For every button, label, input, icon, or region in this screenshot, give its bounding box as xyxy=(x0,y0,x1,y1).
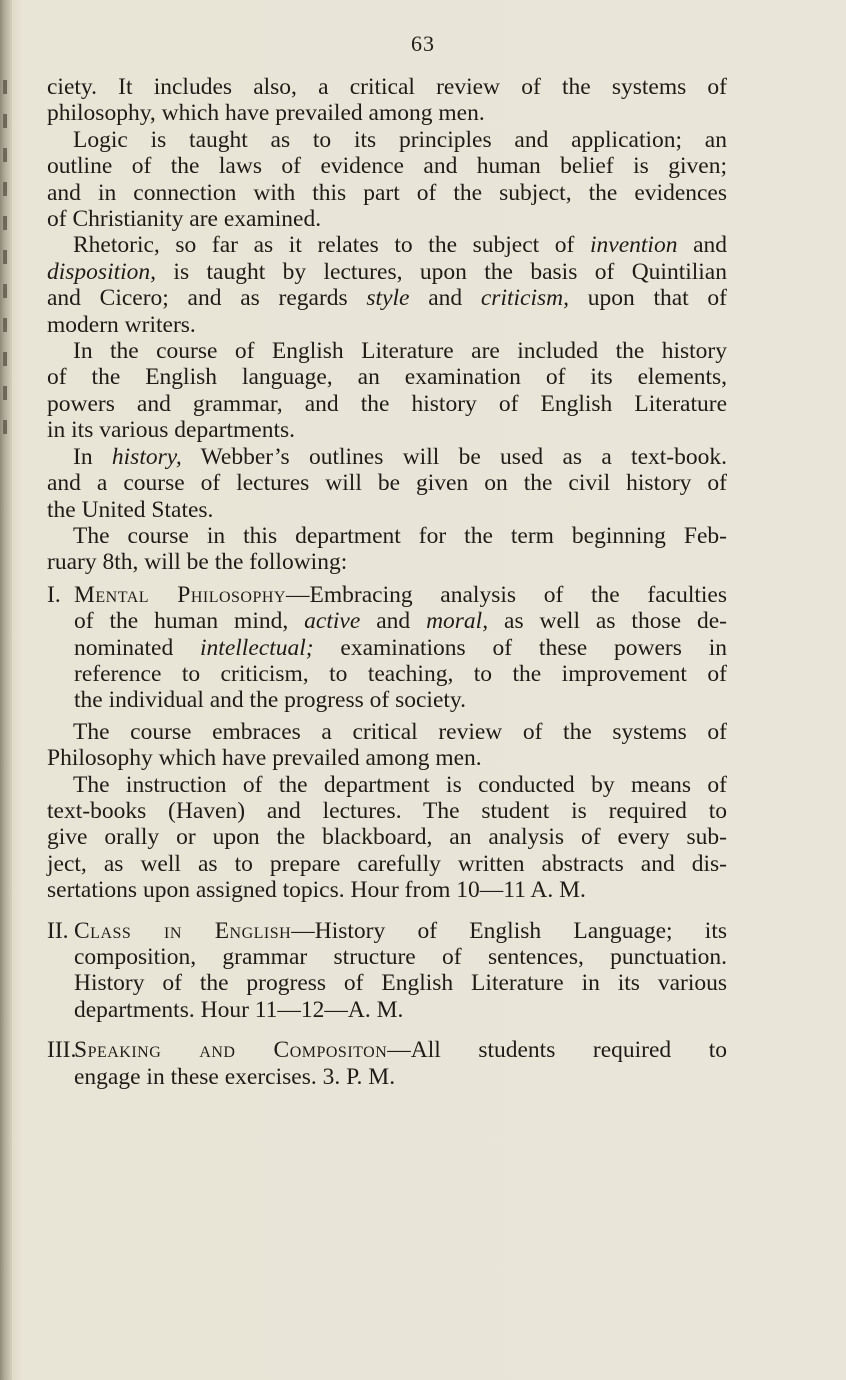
list-number: II. xyxy=(47,917,69,944)
italic-term: active xyxy=(304,608,361,635)
text-line: In the course of English Literature are included the history xyxy=(73,338,727,365)
text-line xyxy=(47,285,727,311)
text-line: outline of the laws of evidence and human belief is given; xyxy=(47,153,727,180)
text-line: Logic is taught as to its principles and application; an xyxy=(73,126,727,153)
italic-term: style xyxy=(366,285,410,312)
italic-term: criticism, xyxy=(480,285,569,312)
section-heading: Speaking and Compositon xyxy=(74,1037,388,1064)
paragraph-history xyxy=(47,444,727,523)
text-line: and a course of lectures will be given on the civil history of xyxy=(47,470,727,497)
italic-term: disposition, xyxy=(47,258,157,285)
text-segment: and xyxy=(409,285,481,312)
paragraph-english-literature xyxy=(47,338,727,444)
page-number: 63 xyxy=(411,31,435,56)
text-segment: and Cicero; and as regards xyxy=(47,285,367,312)
text-line: and in connection with this part of the subject, the evidences xyxy=(47,179,727,206)
text-line: in its various departments. xyxy=(47,417,296,444)
text-segment: as well as those de- xyxy=(488,608,727,635)
list-number: III. xyxy=(47,1037,77,1064)
text-segment: and xyxy=(677,232,727,259)
section-heading: Mental Philosophy xyxy=(74,581,286,608)
italic-term: intellectual; xyxy=(200,634,314,661)
text-line: powers and grammar, and the history of English Literature xyxy=(47,390,727,417)
book-binding-edge xyxy=(0,0,12,1380)
text-segment: In xyxy=(73,443,112,470)
text-line: text-books (Haven) and lectures. The student is required to xyxy=(47,797,727,824)
paragraph-instruction xyxy=(47,772,727,904)
text-line xyxy=(74,918,727,944)
text-line: The course in this department for the term beginning Feb- xyxy=(73,522,727,549)
text-segment: upon that of xyxy=(569,285,727,312)
text-line: of the English language, an examination of its elements, xyxy=(47,364,727,391)
text-line: reference to criticism, to teaching, to the improvement of xyxy=(74,660,727,687)
text-line xyxy=(47,444,727,470)
text-line: Philosophy which have prevailed among men. xyxy=(47,745,482,772)
italic-term: history, xyxy=(111,443,182,470)
binding-stitch-marks xyxy=(3,80,9,454)
text-segment: Webber’s outlines will be used as a text-book. xyxy=(181,443,728,470)
paragraph-course-intro xyxy=(47,523,727,576)
text-line: History of the progress of English Literature in its various xyxy=(74,970,727,997)
text-line: engage in these exercises. 3. P. M. xyxy=(74,1063,396,1090)
page-body xyxy=(47,74,727,1090)
paragraph-course-embraces xyxy=(47,719,727,772)
italic-term: invention xyxy=(590,232,678,259)
text-segment: —History of English Language; its xyxy=(291,917,728,944)
section-heading: Class in English xyxy=(74,917,292,944)
text-segment: —All students required to xyxy=(387,1037,727,1064)
text-segment: of the human mind, xyxy=(74,608,305,635)
text-segment: examinations of these powers in xyxy=(313,634,727,661)
list-item-class-in-english xyxy=(47,918,727,1024)
text-line: the individual and the progress of society. xyxy=(74,687,467,714)
paragraph-rhetoric xyxy=(47,232,727,338)
list-item-speaking-composition xyxy=(47,1037,727,1090)
text-line: philosophy, which have prevailed among men. xyxy=(47,100,485,127)
italic-term: moral, xyxy=(426,608,489,635)
text-line: ruary 8th, will be the following: xyxy=(47,549,348,576)
text-segment: nominated xyxy=(74,634,201,661)
list-item-mental-philosophy xyxy=(47,582,727,714)
text-line: of Christianity are examined. xyxy=(47,206,322,233)
text-line: The instruction of the department is conducted by means of xyxy=(73,771,727,798)
text-segment: is taught by lectures, upon the basis of Quintilian xyxy=(156,258,727,285)
text-segment: —Embracing analysis of the faculties xyxy=(286,581,727,608)
text-line: sertations upon assigned topics. Hour from 10—11 A. M. xyxy=(47,877,586,904)
text-line: modern writers. xyxy=(47,311,196,338)
text-line: ciety. It includes also, a critical review of the systems of xyxy=(47,74,727,100)
text-line xyxy=(74,608,727,634)
text-line xyxy=(74,635,727,661)
text-segment: Rhetoric, so far as it relates to the subject of xyxy=(73,232,590,259)
paragraph-continuation xyxy=(47,74,727,127)
text-line: composition, grammar structure of sentences, punctuation. xyxy=(74,944,727,970)
text-line xyxy=(74,1037,727,1063)
text-line: the United States. xyxy=(47,496,214,523)
text-line: give orally or upon the blackboard, an analysis of every sub- xyxy=(47,824,727,851)
text-line: ject, as well as to prepare carefully written abstracts and dis- xyxy=(47,850,727,877)
text-segment: and xyxy=(360,608,427,635)
text-line xyxy=(74,582,727,608)
text-line: departments. Hour 11—12—A. M. xyxy=(74,996,404,1023)
paragraph-logic xyxy=(47,127,727,233)
text-line xyxy=(47,259,727,285)
text-line: The course embraces a critical review of the systems of xyxy=(73,718,727,745)
text-line xyxy=(47,232,727,258)
list-number: I. xyxy=(47,581,61,608)
